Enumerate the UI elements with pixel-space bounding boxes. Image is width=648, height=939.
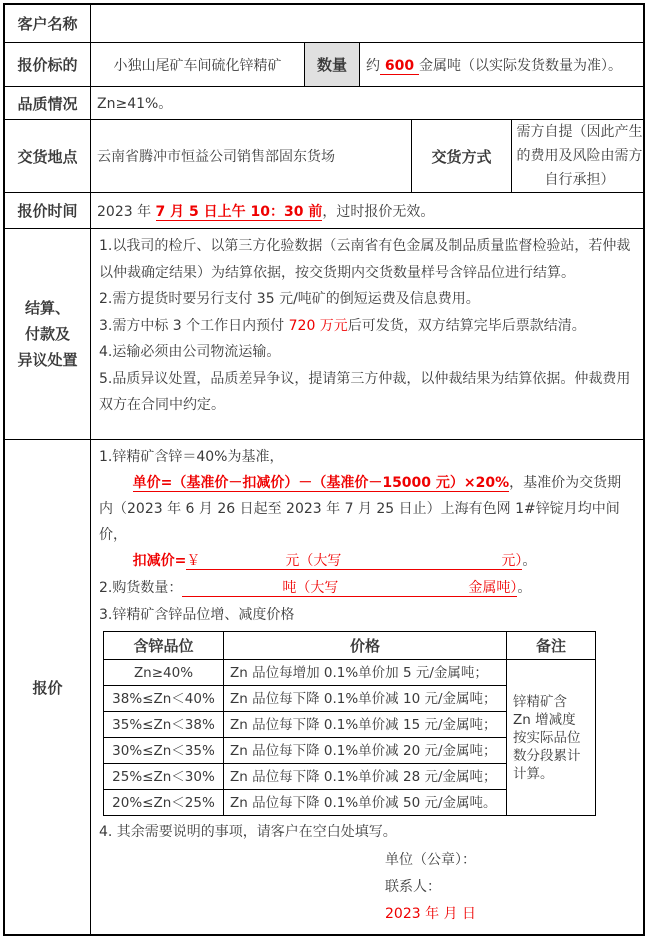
settlement-item-3-post: 后可发货，双方结算完毕后票款结清。 bbox=[347, 317, 586, 334]
delivery-place-value: 云南省腾冲市恒益公司销售部固东货场 bbox=[90, 120, 411, 192]
currency-symbol: ￥ bbox=[186, 553, 201, 569]
zinc-grade-price-table bbox=[103, 631, 596, 816]
grade-table-note: 锌精矿含 Zn 增减度按实际品位数分段累计计算。 bbox=[507, 660, 596, 816]
delivery-method-label: 交货方式 bbox=[411, 120, 511, 192]
settlement-item-3-amount: 720 万元 bbox=[288, 317, 348, 334]
settlement-label-line1: 结算、 bbox=[24, 299, 70, 317]
row-quotation bbox=[5, 439, 643, 934]
price-cell: Zn 品位每增加 0.1%单价加 5 元/金属吨； bbox=[224, 660, 507, 686]
customer-name-value bbox=[90, 5, 643, 42]
price-cell: Zn 品位每下降 0.1%单价减 15 元/金属吨； bbox=[224, 712, 507, 738]
signature-block bbox=[385, 847, 575, 928]
grade-table-row bbox=[104, 660, 596, 686]
row-customer-name bbox=[5, 5, 643, 42]
delivery-method-value: 需方自提（因此产生的费用及风险由需方自行承担） bbox=[511, 120, 647, 192]
quote-time-value bbox=[90, 193, 643, 228]
settlement-label-line2: 付款及 bbox=[24, 325, 70, 343]
quote-time-prefix: 2023 年 bbox=[97, 203, 156, 220]
price-cell: Zn 品位每下降 0.1%单价减 50 元/金属吨。 bbox=[224, 790, 507, 816]
quote-item-4: 4. 其余需要说明的事项，请客户在空白处填写。 bbox=[99, 824, 397, 840]
deduction-words-blank bbox=[341, 561, 501, 575]
deduction-line bbox=[133, 548, 635, 575]
row-quality bbox=[5, 86, 643, 119]
unit-price-formula: 单价=（基准价－扣减价）－（基准价－15000 元）×20% bbox=[132, 475, 510, 491]
quote-time-suffix: ，过时报价无效。 bbox=[322, 203, 435, 220]
quote-formula-paragraph bbox=[99, 470, 635, 548]
settlement-label bbox=[5, 229, 90, 439]
delivery-place-label: 交货地点 bbox=[17, 147, 78, 166]
settlement-label-line3: 异议处置 bbox=[17, 351, 78, 369]
quotation-label: 报价 bbox=[32, 678, 63, 697]
price-cell: Zn 品位每下降 0.1%单价减 10 元/金属吨； bbox=[224, 686, 507, 712]
deduction-fill-line bbox=[186, 553, 522, 570]
grade-cell: 20%≤Zn＜25% bbox=[104, 790, 224, 816]
deduction-end: 元） bbox=[501, 553, 523, 569]
subject-label: 报价标的 bbox=[17, 56, 78, 74]
quantity-value bbox=[359, 43, 643, 86]
settlement-item-2: 2.需方提货时要另行支付 35 元/吨矿的倒短运费及信息费用。 bbox=[99, 291, 480, 307]
settlement-terms bbox=[90, 229, 643, 439]
deduction-period: 。 bbox=[522, 553, 537, 569]
subject-value: 小独山尾矿车间硫化锌精矿 bbox=[90, 43, 304, 86]
unit-seal-line: 单位（公章）： bbox=[385, 852, 476, 868]
price-cell: Zn 品位每下降 0.1%单价减 28 元/金属吨； bbox=[224, 764, 507, 790]
grade-cell: 25%≤Zn＜30% bbox=[104, 764, 224, 790]
quote-time-label: 报价时间 bbox=[17, 202, 78, 220]
purchase-qty-mid: 吨（大写 bbox=[282, 580, 339, 596]
contact-person-line: 联系人： bbox=[385, 879, 441, 895]
purchase-qty-words-blank bbox=[338, 588, 468, 602]
price-column-header: 价格 bbox=[224, 632, 507, 660]
deduction-amount-blank bbox=[200, 561, 285, 575]
signature-date-line: 2023 年 月 日 bbox=[385, 906, 476, 922]
grade-cell: 35%≤Zn＜38% bbox=[104, 712, 224, 738]
row-quote-time bbox=[5, 192, 643, 228]
settlement-item-1: 1.以我司的检斤、以第三方化验数据（云南省有色金属及制品质量监督检验站，若仲裁以仲裁确定结果）为结算依据，按交货期内交货数量样号含锌品位进行结算。 bbox=[99, 238, 631, 281]
purchase-qty-line bbox=[99, 575, 635, 602]
note-column-header: 备注 bbox=[507, 632, 596, 660]
quality-value: Zn≥41%。 bbox=[90, 87, 643, 119]
price-cell: Zn 品位每下降 0.1%单价减 20 元/金属吨； bbox=[224, 738, 507, 764]
purchase-qty-period: 。 bbox=[517, 580, 532, 596]
row-settlement bbox=[5, 228, 643, 439]
deduction-mid: 元（大写 bbox=[285, 553, 342, 569]
quality-label: 品质情况 bbox=[17, 94, 78, 113]
quotation-document bbox=[3, 3, 645, 936]
quantity-prefix: 约 bbox=[366, 57, 380, 74]
settlement-item-5: 5.品质异议处置，品质差异争议，提请第三方仲裁，以仲裁结果为结算依据。仲裁费用双方在合同中约定。 bbox=[99, 370, 631, 413]
row-quotation-subject bbox=[5, 42, 643, 86]
row-delivery bbox=[5, 119, 643, 192]
purchase-qty-blank bbox=[182, 588, 282, 602]
grade-column-header: 含锌品位 bbox=[104, 632, 224, 660]
quantity-number: 600 bbox=[380, 57, 419, 74]
settlement-item-3-pre: 3.需方中标 3 个工作日内预付 bbox=[99, 317, 289, 334]
quote-item-1: 1.锌精矿含锌＝40%为基准， bbox=[99, 449, 284, 465]
grade-cell: Zn≥40% bbox=[104, 660, 224, 686]
formula-suffix: ，基准价为交货期内（2023 年 6 月 26 日起至 2023 年 7 月 25 日止）上海有色网 1#锌锭月均中间价， bbox=[99, 475, 622, 543]
grade-table-header-row bbox=[104, 632, 596, 660]
quote-time-deadline: 7 月 5 日上午 10：30 前 bbox=[155, 203, 323, 220]
settlement-item-4: 4.运输必须由公司物流运输。 bbox=[99, 344, 281, 360]
customer-name-label: 客户名称 bbox=[17, 15, 78, 33]
quote-item-3: 3.锌精矿含锌品位增、减度价格 bbox=[99, 607, 295, 623]
purchase-qty-label: 2.购货数量： bbox=[99, 580, 183, 596]
quotation-terms bbox=[90, 440, 643, 934]
settlement-item-3 bbox=[99, 313, 635, 340]
grade-cell: 30%≤Zn＜35% bbox=[104, 738, 224, 764]
quantity-suffix: 金属吨（以实际发货数量为准）。 bbox=[418, 57, 622, 74]
grade-cell: 38%≤Zn＜40% bbox=[104, 686, 224, 712]
purchase-qty-end: 金属吨） bbox=[468, 580, 518, 596]
deduction-label: 扣减价= bbox=[132, 553, 187, 569]
purchase-qty-fill-line bbox=[182, 580, 517, 597]
quantity-label: 数量 bbox=[304, 43, 359, 86]
